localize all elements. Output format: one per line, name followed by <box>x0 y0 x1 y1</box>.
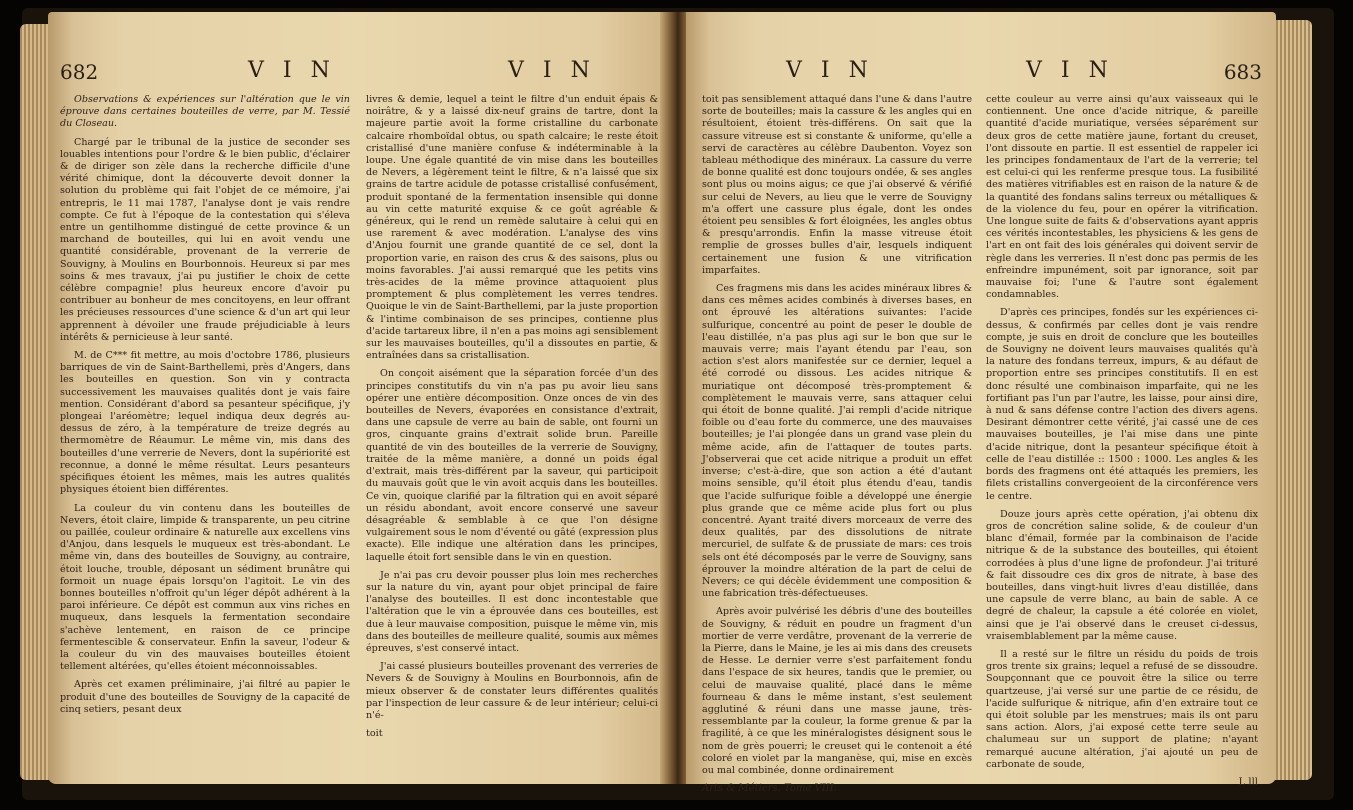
left-page <box>48 12 669 784</box>
paragraph: M. de C*** fit mettre, au mois d'octobre 1786, plusieurs barriques de vin de Saint-Barthellemi, près d'Angers, dans les bouteilles en question. Son vin y contracta successivement les mauvaises qualités dont je vais faire mention. Considérant d'abord sa pesanteur spécifique, j'y plongeai l'aréomètre; lequel indiqua deux degrés au-dessus de zéro, à la température de treize degrés au thermomètre de Réaumur. Le même vin, mis dans des bouteilles d'une verrerie de Nevers, dont la supériorité est reconnue, a donné le même résultat. Leurs pesanteurs spécifiques étoient les mêmes, mais les autres qualités physiques étoient bien différentes. <box>60 350 350 496</box>
paragraph: livres & demie, lequel a teint le filtre d'un enduit épais & noirâtre, & y a laissé dix-neuf grains de tartre, dont la majeure partie avoit la forme cristalline du carbonate calcaire rhomboïdal obtus, ou spath calcaire; le reste étoit cristallisé d'une manière confuse & indéterminable à la loupe. Une égale quantité de vin mise dans les bouteilles de Nevers, a légèrement teint le filtre, & n'a laissé que six grains de tartre acidule de potasse cristallisé confusément, produit spontané de la fermentation insensible qui donne au vin cette maturité exquise & ce goût agréable & généreux, qui le rend un remède salutaire à celui qui en use rarement & avec modération. L'analyse des vins d'Anjou fournit une grande quantité de ce sel, dont la proportion varie, en raison des crus & des saisons, plus ou moins favorables. J'ai aussi remarqué que les petits vins très-acides de la même province attaquoient plus promptement & plus complètement les verres tendres. Quoique le vin de Saint-Barthellemi, par la juste proportion & l'intime combinaison de ses principes, contienne plus d'acide tartareux libre, il n'en a pas moins agi sensiblement sur les mauvaises bouteilles, qu'il a dissoutes en partie, & entraînées dans sa cristallisation. <box>366 94 658 362</box>
paragraph: Après cet examen préliminaire, j'ai filtré au papier le produit d'une des bouteilles de Souvigny de la capacité de cinq setiers, pesant deux <box>60 679 350 715</box>
page-number: 682 <box>60 60 99 84</box>
text-column <box>702 94 972 801</box>
paragraph: Chargé par le tribunal de la justice de seconder ses louables intentions pour l'ordre & le bien public, d'éclairer & de diriger son zèle dans la recherche difficile d'une vérité chimique, dont la découverte devoit donner la solution du problème qui fait l'objet de ce mémoire, j'ai entrepris, le 11 mai 1787, l'analyse dont je vais rendre compte. Ce fut à l'époque de la contestation qui s'éleva entre un gentilhomme distingué de cette province & un marchand de bouteilles, qui lui en avoit vendu une quantité considérable, provenant de la verrerie de Souvigny, à Moulins en Bourbonnois. Heureux si par mes soins & mes travaux, j'ai pu justifier le choix de cette célèbre compagnie! plus heureux encore d'avoir pu contribuer au bonheur de mes concitoyens, en leur offrant les précieuses ressources d'une science & d'un art qui leur apprennent à dévoiler une fraude préjudiciable à leurs intérêts & pernicieuse à leur santé. <box>60 136 350 343</box>
volume-footer: Arts & Métiers. Tome VIII. <box>702 783 837 795</box>
running-head-secondary: V I N <box>1026 58 1114 83</box>
running-head: V I N <box>786 58 874 83</box>
paragraph: Douze jours après cette opération, j'ai obtenu dix gros de concrétion saline solide, & de couleur d'un blanc d'émail, formée par la combinaison de l'acide nitrique & de la substance des bouteilles, qui étoient corrodées à plus d'une ligne de profondeur. J'ai trituré & fait dissoudre ces dix gros de nitrate, à base des bouteilles, dans vingt-huit livres d'eau distillée, dans une capsule de verre blanc, au bain de sable. A ce degré de chaleur, la capsule a été colorée en violet, ainsi que je l'ai observé dans le creuset ci-dessus, vraisemblablement par la même cause. <box>986 508 1258 642</box>
paragraph: Après avoir pulvérisé les débris d'une des bouteilles de Souvigny, & réduit en poudre un fragment d'un mortier de verre verdâtre, provenant de la verrerie de la Pierre, dans le Maine, je les ai mis dans des creusets de Hesse. Le dernier verre s'est parfaitement fondu dans l'espace de six heures, tandis que le premier, ou celui de mauvaise qualité, placé dans le même fourneau & dans le même instant, s'est seulement agglutiné & réuni dans une masse jaune, très-ressemblante par la couleur, la forme grenue & par la fragilité, à ce que les minéralogistes désignent sous le nom de grès pouerri; le creuset qui le contenoit a été coloré en violet par la manganèse, qui, mise en excès ou mal combinée, donne ordinairement <box>702 606 972 776</box>
text-column <box>60 94 350 722</box>
text-column <box>986 94 1258 795</box>
paragraph: La couleur du vin contenu dans les bouteilles de Nevers, étoit claire, limpide & transparente, un peu citrine ou paillée, couleur ordinaire & naturelle aux excellens vins d'Anjou, dans lesquels le muqueux est très-abondant. Le même vin, dans des bouteilles de Souvigny, au contraire, étoit louche, trouble, déposant un sédiment brunâtre qui formoit un nuage épais lorsqu'on l'agitoit. Le vin des bonnes bouteilles n'offroit qu'un léger dépôt adhérent à la paroi inférieure. Ce dépôt est commun aux vins riches en muqueux, dans lesquels la fermentation secondaire s'achève lentement, en raison de ce principe fermentescible & conservateur. Enfin la saveur, l'odeur & la couleur du vin des mauvaises bouteilles étoient tellement altérées, qu'elles étoient méconnoissables. <box>60 502 350 673</box>
paragraph: J'ai cassé plusieurs bouteilles provenant des verreries de Nevers & de Souvigny à Moulins en Bourbonnois, afin de mieux observer & de constater leurs différentes qualités par l'inspection de leur cassure & de leur intérieur; celui-ci n'é- <box>366 661 658 721</box>
paragraph: toit <box>366 728 383 740</box>
paragraph: Je n'ai pas cru devoir pousser plus loin mes recherches sur la nature du vin, ayant pour objet principal de faire l'analyse des bouteilles. Il est donc incontestable que l'altération que le vin a éprouvée dans ces bouteilles, est due à leur mauvaise composition, puisque le même vin, mis dans des bouteilles de meilleure qualité, soumis aux mêmes épreuves, s'est conservé intact. <box>366 569 658 654</box>
page-number: 683 <box>1223 60 1262 84</box>
paragraph: Ces fragmens mis dans les acides minéraux libres & dans ces mêmes acides combinés à diverses bases, en ont éprouvé les altérations suivantes: l'acide sulfurique, concentré au point de peser le double de l'eau distillée, n'a pas plus agi sur le bon que sur le mauvais verre; mais l'ayant étendu par l'eau, son action s'est alors manifestée sur ce dernier, lequel a été corrodé ou dissous. Les acides nitrique & muriatique ont décomposé très-promptement & complètement le mauvais verre, sans attaquer celui qui étoit de bonne qualité. J'ai rempli d'acide nitrique foible ou d'eau forte du commerce, une des mauvaises bouteilles; je l'ai plongée dans un grand vase plein du même acide, afin de l'attaquer de toutes parts. J'observerai que cet acide nitrique a produit un effet inverse; c'est-à-dire, que son action a été d'autant moins sensible, qu'il étoit plus étendu d'eau, tandis que l'acide sulfurique foible a développé une énergie plus grande que ce même acide plus fort ou plus concentré. Ayant traité divers morceaux de verre des deux qualités, par des dissolutions de nitrate mercuriel, de sulfate & de prussiate de mars: ces trois sels ont été décomposés par le verre de Souvigny, sans éprouver la moindre altération de la part de celui de Nevers; ce qui décèle évidemment une composition & une fabrication très-défectueuses. <box>702 283 972 600</box>
paragraph: toit pas sensiblement attaqué dans l'une & dans l'autre sorte de bouteilles; mais la cassure & les angles qui en résultoient, étoient très-différens. On sait que la cassure vitreuse est si constante & uniforme, qu'elle a servi de caractères au célèbre Daubenton. Voyez son tableau méthodique des minéraux. La cassure du verre de bonne qualité est donc toujours ondée, & ses angles sont plus ou moins aigus; ce que j'ai observé & vérifié sur celui de Nevers, au lieu que le verre de Souvigny m'a offert une cassure plus égale, dont les ondes étoient peu sensibles & fort éloignées, les angles obtus & presqu'arrondis. Enfin la masse vitreuse étoit remplie de grosses bulles d'air, lesquels indiquent certainement une fusion & une vitrification imparfaites. <box>702 94 972 276</box>
paragraph: On conçoit aisément que la séparation forcée d'un des principes constitutifs du vin n'a pas pu avoir lieu sans opérer une entière décomposition. Onze onces de vin des bouteilles de Nevers, évaporées en consistance d'extrait, dans une capsule de verre au bain de sable, ont fourni un gros, cinquante grains d'extrait solide brun. Pareille quantité de vin des bouteilles de la verrerie de Souvigny, traitée de la même manière, a donné un poids égal d'extrait, mais très-différent par la saveur, qui participoit du mauvais goût que le vin avoit acquis dans les bouteilles. Ce vin, quoique clarifié par la filtration qui en avoit séparé un résidu abondant, avoit encore conservé une saveur désagréable & semblable à ce que l'on désigne vulgairement sous le nom d'éventé ou gâté (expression plus exacte). Elle indique une altération dans les principes, laquelle étoit fort sensible dans le vin en question. <box>366 368 658 563</box>
right-page <box>686 12 1276 795</box>
paragraph: D'après ces principes, fondés sur les expériences ci-dessus, & confirmés par celles dont je vais rendre compte, je suis en droit de conclure que les bouteilles de Souvigny ne doivent leurs mauvaises qualités qu'à la nature des fondans terreux, impurs, & au défaut de proportion entre ses principes constitutifs. Il en est donc résulté une combinaison imparfaite, qui ne les fortifiant pas l'un par l'autre, les laisse, pour ainsi dire, à nud & sans défense contre l'action des divers agens. Desirant démontrer cette vérité, j'ai cassé une de ces mauvaises bouteilles, je l'ai mise dans une pinte d'acide nitrique, dont la pesanteur spécifique étoit à celle de l'eau distillée :: 1500 : 1000. Les angles & les bords des fragmens ont été attaqués les premiers, les filets cristallins convergeoient de la circonférence vers le centre. <box>986 307 1258 502</box>
paragraph: Observations & expériences sur l'altération que le vin éprouve dans certaines bouteilles de verre, par M. Tessié du Closeau. <box>60 94 350 130</box>
text-column <box>366 94 658 746</box>
paragraph: Il a resté sur le filtre un résidu du poids de trois gros trente six grains; lequel a refusé de se dissoudre. Soupçonnant que ce pouvoit être la silice ou terre quartzeuse, j'ai versé sur une partie de ce résidu, de l'acide sulfurique & nitrique, afin d'en extraire tout ce qui étoit soluble par les menstrues; mais ils ont paru sans action. Alors, j'ai exposé cette terre seule au chalumeau sur un support de platine; n'ayant remarqué aucune altération, j'ai ajouté un peu de carbonate de soude, <box>986 648 1258 770</box>
running-head: V I N <box>248 58 336 83</box>
running-head-secondary: V I N <box>508 58 596 83</box>
paragraph: cette couleur au verre ainsi qu'aux vaisseaux qui le contiennent. Une once d'acide nitrique, & pareille quantité d'acide muriatique, versées séparément sur deux gros de cette matière jaune, fortant du creuset, l'ont dissoute en partie. Il est essentiel de rappeler ici les principes fondamentaux de l'art de la verrerie; tel est celui-ci qui les renferme presque tous. La fusibilité des matières vitrifiables est en raison de la nature & de la quantité des fondans salins terreux ou métalliques & de la violence du feu, pour en opérer la vitrification. Une longue suite de faits & d'observations ayant appris ces vérités incontestables, les physiciens & les gens de l'art en ont fait des lois générales qui doivent servir de règle dans les verreries. Il n'est donc pas permis de les enfreindre impunément, soit par ignorance, soit par mauvaise foi; l'une & l'autre sont également condamnables. <box>986 94 1258 301</box>
signature-mark: L lll <box>1238 776 1258 788</box>
